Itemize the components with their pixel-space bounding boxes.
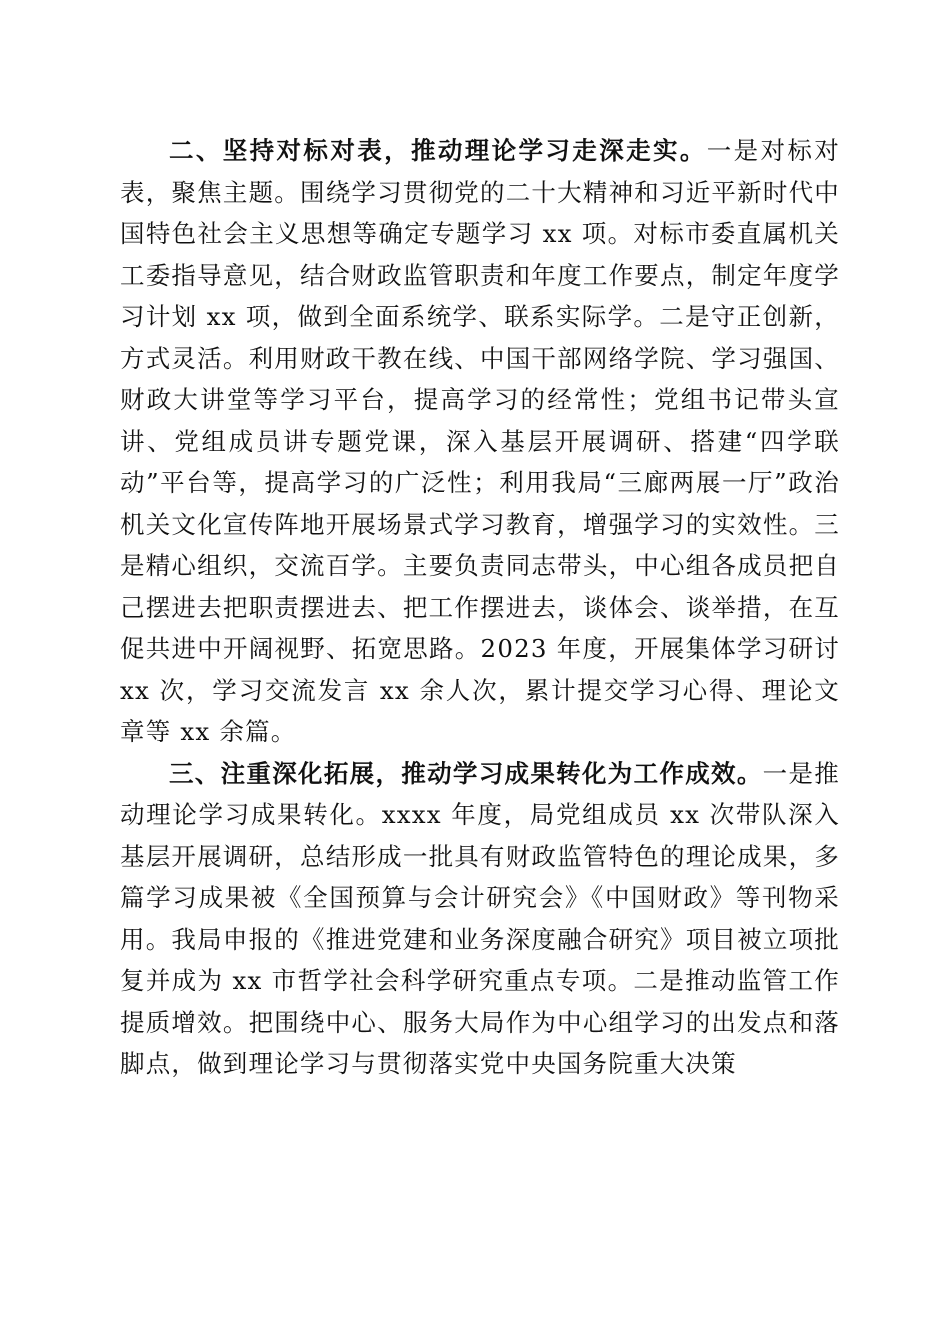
section-three-heading: 三、注重深化拓展，推动学习成果转化为工作成效。	[169, 758, 763, 788]
paragraph-section-three	[120, 753, 840, 1085]
section-two-text: 一是对标对表，聚焦主题。围绕学习贯彻党的二十大精神和习近平新时代中国特色社会主义思想等确定专题学习 xx 项。对标市委直属机关工委指导意见，结合财政监管职责和年度工作要点，制定年度学习计划 xx 项，做到全面系统学、联系实际学。二是守正创新，方式灵活。利用财政干教在线、中国干部网络学院、学习强国、财政大讲堂等学习平台，提高学习的经常性；党组书记带头宣讲、党组成员讲专题党课，深入基层开展调研、搭建“四学联动”平台等，提高学习的广泛性；利用我局“三廊两展一厅”政治机关文化宣传阵地开展场景式学习教育，增强学习的实效性。三是精心组织，交流百学。主要负责同志带头，中心组各成员把自己摆进去把职责摆进去、把工作摆进去，谈体会、谈举措，在互促共进中开阔视野、拓宽思路。2023 年度，开展集体学习研讨 xx 次，学习交流发言 xx 余人次，累计提交学习心得、理论文章等 xx 余篇。	[120, 136, 840, 746]
section-three-text: 一是推动理论学习成果转化。xxxx 年度，局党组成员 xx 次带队深入基层开展调研，总结形成一批具有财政监管特色的理论成果，多篇学习成果被《全国预算与会计研究会》《中国财政》等刊物采用。我局申报的《推进党建和业务深度融合研究》项目被立项批复并成为 xx 市哲学社会科学研究重点专项。二是推动监管工作提质增效。把围绕中心、服务大局作为中心组学习的出发点和落脚点，做到理论学习与贯彻落实党中央国务院重大决策	[120, 758, 840, 1078]
paragraph-section-two	[120, 130, 840, 753]
document-body	[120, 130, 840, 1085]
section-two-heading: 二、坚持对标对表，推动理论学习走深走实。	[169, 136, 707, 165]
